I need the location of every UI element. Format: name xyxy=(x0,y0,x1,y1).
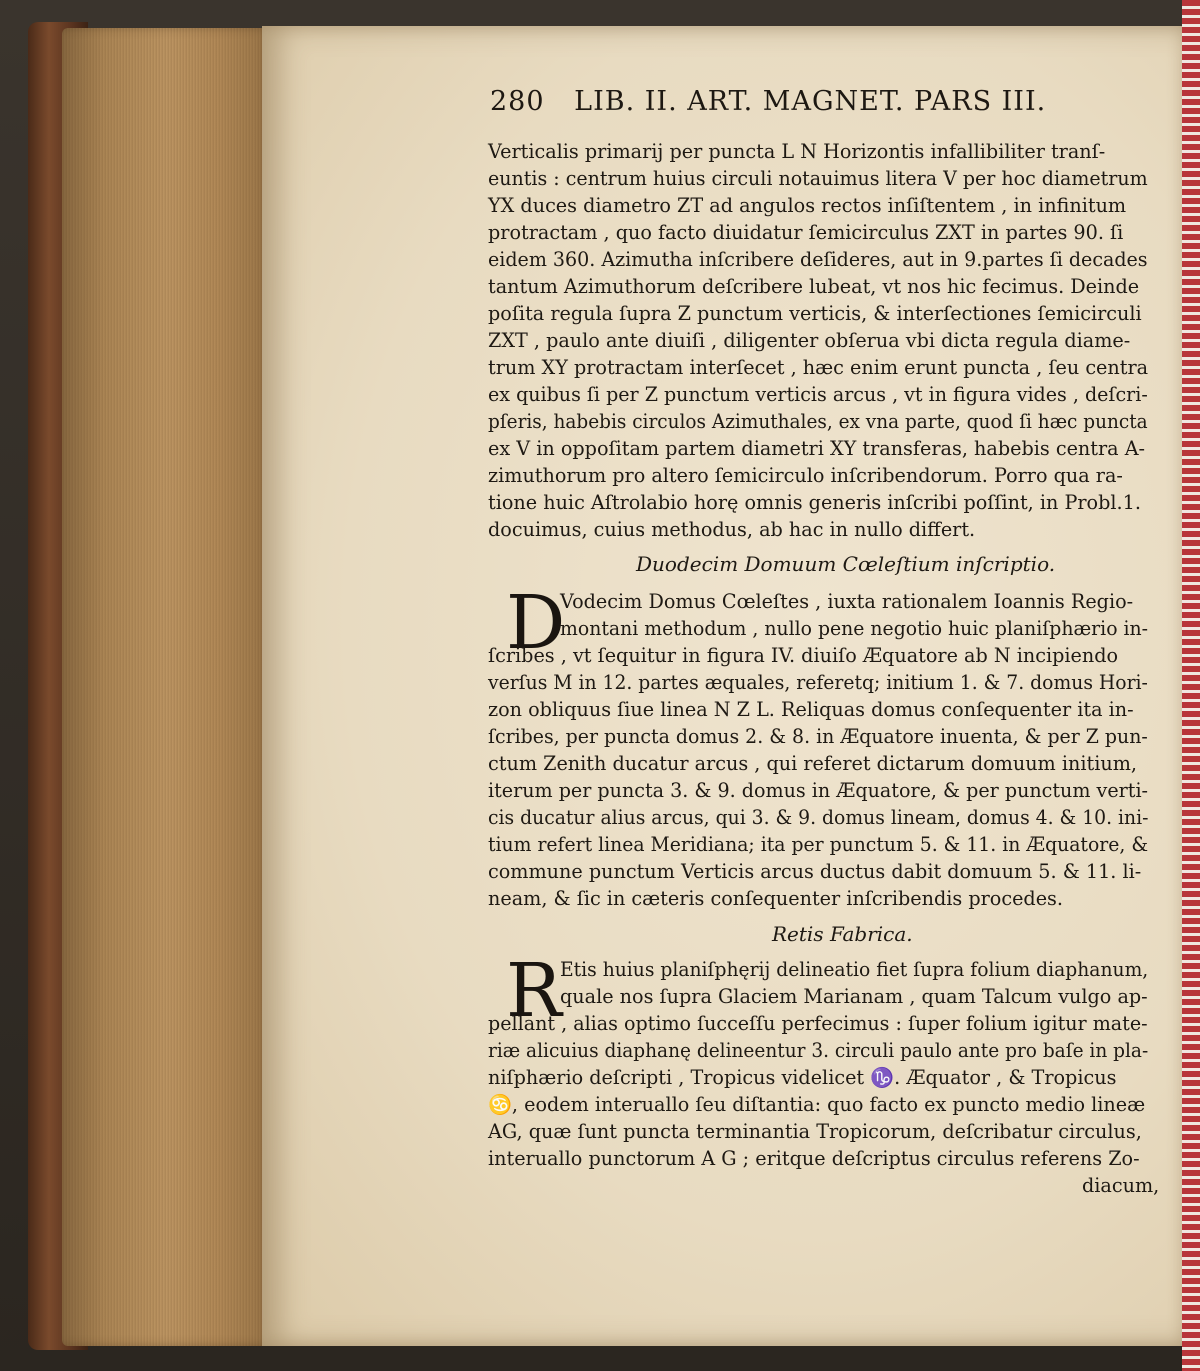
text-line: tantum Azimuthorum deſcribere lubeat, vt nos hic fecimus. Deinde xyxy=(488,275,1140,298)
text-line: quale nos ſupra Glaciem Marianam , quam Talcum vulgo ap- xyxy=(560,985,1148,1008)
text-line: commune punctum Verticis arcus ductus dabit domuum 5. & 11. li- xyxy=(488,860,1142,883)
text-line: niſphærio deſcripti , Tropicus videlicet ♑. Æquator , & Tropicus xyxy=(488,1066,1117,1089)
running-title: LIB. II. ART. MAGNET. PARS III. xyxy=(574,86,1047,117)
text-line: neam, & ſic in cæteris conſequenter inſcribendis procedes. xyxy=(488,887,1064,910)
text-line: ſcribes, per puncta domus 2. & 8. in Æquatore inuenta, & per Z pun- xyxy=(488,725,1148,748)
text-line: protractam , quo facto diuidatur ſemicirculus ZXT in partes 90. ſi xyxy=(488,221,1124,244)
section-heading: Retis Fabrica. xyxy=(772,922,913,946)
text-line: pellant , alias optimo ſucceſſu perfecimus : ſuper folium igitur mate- xyxy=(488,1012,1148,1035)
text-line: tione huic Aſtrolabio horę omnis generis inſcribi poſſint, in Probl.1. xyxy=(488,491,1141,514)
text-line: zimuthorum pro altero ſemicirculo inſcribendorum. Porro qua ra- xyxy=(488,464,1123,487)
text-line: ctum Zenith ducatur arcus , qui referet dictarum domuum initium, xyxy=(488,752,1137,775)
text-line: trum XY protractam interſecet , hæc enim erunt puncta , ſeu centra xyxy=(488,356,1149,379)
drop-cap: R xyxy=(506,948,562,1034)
text-line: Etis huius planiſphęrij delineatio fiet ſupra folium diaphanum, xyxy=(560,958,1149,981)
text-line: Vodecim Domus Cœleſtes , iuxta rationalem Ioannis Regio- xyxy=(560,590,1134,613)
text-line: iterum per puncta 3. & 9. domus in Æquatore, & per punctum verti- xyxy=(488,779,1149,802)
catchword: diacum, xyxy=(1082,1174,1160,1197)
text-line: eidem 360. Azimutha inſcribere deſideres, aut in 9.partes ſi decades xyxy=(488,248,1148,271)
text-line: YX duces diametro ZT ad angulos rectos inſiſtentem , in infinitum xyxy=(488,194,1127,217)
page-edges xyxy=(62,28,272,1346)
text-line: cis ducatur alius arcus, qui 3. & 9. domus lineam, domus 4. & 10. ini- xyxy=(488,806,1149,829)
text-line: ex V in oppoſitam partem diametri XY transferas, habebis centra A- xyxy=(488,437,1146,460)
running-head xyxy=(490,86,1110,130)
text-line: euntis : centrum huius circuli notauimus litera V per hoc diametrum xyxy=(488,167,1148,190)
text-line: pſeris, habebis circulos Azimuthales, ex vna parte, quod ſi hæc puncta xyxy=(488,410,1148,433)
text-line: interuallo punctorum A G ; eritque deſcriptus circulus referens Zo- xyxy=(488,1147,1140,1170)
text-line: verſus M in 12. partes æquales, referetq; initium 1. & 7. domus Hori- xyxy=(488,671,1148,694)
text-line: tium refert linea Meridiana; ita per punctum 5. & 11. in Æquatore, & xyxy=(488,833,1149,856)
text-line: Verticalis primarij per puncta L N Horizontis infallibiliter tranſ- xyxy=(488,140,1106,163)
text-line: AG, quæ ſunt puncta terminantia Tropicorum, deſcribatur circulus, xyxy=(488,1120,1142,1143)
text-line: poſita regula ſupra Z punctum verticis, & interſectiones ſemicirculi xyxy=(488,302,1142,325)
text-line: zon obliquus ſiue linea N Z L. Reliquas domus conſequenter ita in- xyxy=(488,698,1134,721)
section-heading: Duodecim Domuum Cœleſtium inſcriptio. xyxy=(636,552,1056,576)
red-white-ribbon xyxy=(1182,0,1200,1371)
text-line: docuimus, cuius methodus, ab hac in nullo differt. xyxy=(488,518,976,541)
page-number: 280 xyxy=(490,86,545,117)
text-line: ex quibus ſi per Z punctum verticis arcus , vt in figura vides , deſcri- xyxy=(488,383,1148,406)
text-line: montani methodum , nullo pene negotio huic planiſphærio in- xyxy=(560,617,1149,640)
drop-cap: D xyxy=(506,580,566,666)
text-line: ♋, eodem interuallo ſeu diſtantia: quo facto ex puncto medio lineæ xyxy=(488,1093,1146,1116)
text-line: ZXT , paulo ante diuiſi , diligenter obſerua vbi dicta regula diame- xyxy=(488,329,1131,352)
text-line: riæ alicuius diaphanę delineentur 3. circuli paulo ante pro baſe in pla- xyxy=(488,1039,1149,1062)
text-line: ſcribes , vt ſequitur in figura IV. diuiſo Æquatore ab N incipiendo xyxy=(488,644,1119,667)
